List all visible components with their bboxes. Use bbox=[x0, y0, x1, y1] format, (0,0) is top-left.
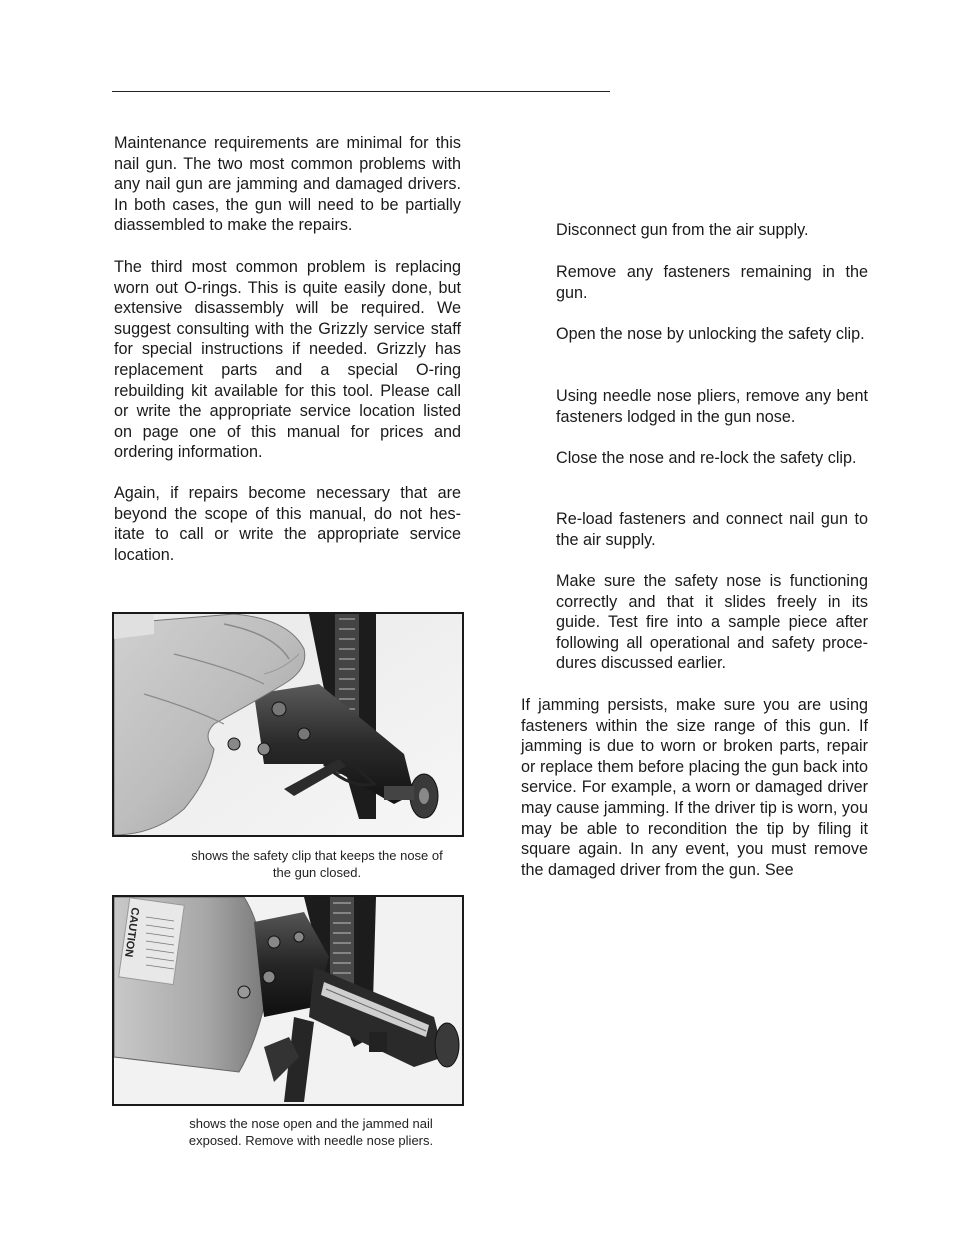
figure-2-caption-line2: exposed. Remove with needle nose pliers. bbox=[188, 1133, 434, 1148]
figure-2-caption bbox=[112, 1115, 510, 1149]
service-paragraph: Again, if repairs become necessary that are beyond the scope of this manual, do not hes-itate to call or write the appropriate service location. bbox=[114, 484, 461, 564]
step-1: Disconnect gun from the air supply. bbox=[556, 221, 809, 239]
figure-1-caption bbox=[112, 847, 522, 881]
safety-clip-photo bbox=[112, 612, 464, 837]
step-3: Open the nose by unlocking the safety clip. bbox=[556, 325, 865, 343]
figure-1-caption-line1: shows the safety clip that keeps the nose of bbox=[191, 848, 443, 863]
step-4: Using needle nose pliers, remove any bent fasteners lodged in the gun nose. bbox=[556, 387, 868, 426]
o-rings-paragraph: The third most common problem is replacing worn out O-rings. This is quite easily done, but extensive disassembly will be required. We suggest consulting with the Grizzly service staff for special instructions if needed. Grizzly has replacement parts and a special O-ring rebuilding kit available for this tool. Please call or write the appropriate service location listed on page one of this manual for prices and ordering information. bbox=[114, 258, 461, 462]
step-7: Make sure the safety nose is functioning correctly and that it slides freely in its guide. Test fire into a sample piece after following all operational and safety proce-dures discussed earlier. bbox=[556, 572, 868, 673]
figure-2-caption-line1: shows the nose open and the jammed nail bbox=[189, 1116, 433, 1131]
step-2: Remove any fasteners remaining in the gun. bbox=[556, 263, 868, 302]
step-5: Close the nose and re-lock the safety clip. bbox=[556, 449, 857, 467]
caution-label-text: CAUTION bbox=[122, 906, 141, 958]
figure-1-caption-line2: the gun closed. bbox=[272, 865, 362, 880]
nose-open-photo bbox=[112, 895, 464, 1106]
header-rule bbox=[112, 91, 610, 92]
intro-paragraph: Maintenance requirements are minimal for this nail gun. The two most common problems with any nail gun are jamming and damaged drivers. In both cases, the gun will need to be partially diassembled to make the repairs. bbox=[114, 134, 461, 235]
step-6: Re-load fasteners and connect nail gun to the air supply. bbox=[556, 510, 868, 549]
jamming-paragraph: If jamming persists, make sure you are using fasteners within the size range of this gun. If jamming is due to worn or broken parts, repair or replace them before placing the gun back into service. For example, a worn or damaged driver may cause jamming. If the driver tip is worn, you may be able to recondition the tip by filing it square again. In any event, you must remove the damaged driver from the gun. See bbox=[521, 696, 868, 879]
